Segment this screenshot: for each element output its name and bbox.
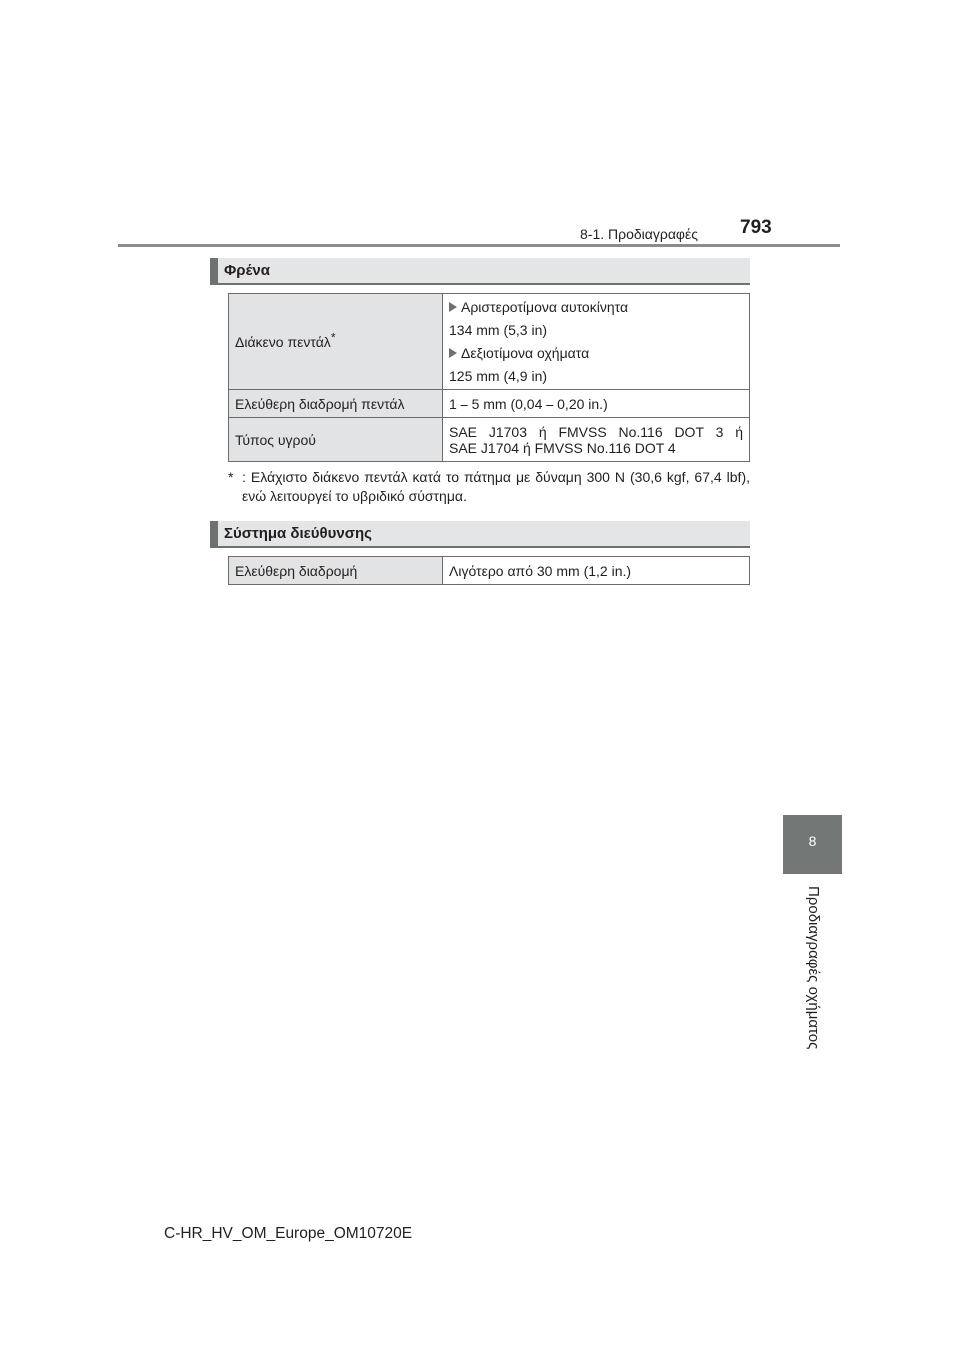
- rhd-value: 125 mm (4,9 in): [449, 368, 548, 384]
- table-row: [229, 418, 750, 462]
- brakes-heading-title: Φρένα: [224, 262, 270, 279]
- lhd-line: [449, 299, 743, 315]
- table-row: [229, 390, 750, 418]
- steering-spec-table: [228, 556, 750, 585]
- chapter-number: 8: [808, 833, 817, 849]
- heading-accent-bar: [210, 258, 218, 283]
- steering-heading-title: Σύστημα διεύθυνσης: [224, 525, 372, 542]
- fluid-type-line1: SAE J1703 ή FMVSS No.116 DOT 3 ή: [449, 423, 743, 440]
- pedal-clearance-label-cell: [229, 294, 443, 390]
- free-play-label: Ελεύθερη διαδρομή πεντάλ: [229, 390, 443, 418]
- brakes-spec-table: [228, 293, 750, 462]
- document-code: C-HR_HV_OM_Europe_OM10720E: [164, 1225, 413, 1242]
- heading-accent-bar: [210, 521, 218, 546]
- pedal-clearance-label: Διάκενο πεντάλ: [235, 333, 331, 350]
- table-row: [229, 557, 750, 585]
- fluid-type-line2: SAE J1704 ή FMVSS No.116 DOT 4: [449, 439, 676, 456]
- lhd-label: Αριστεροτίμονα αυτοκίνητα: [461, 299, 629, 315]
- page-number: 793: [740, 217, 772, 238]
- rhd-label: Δεξιοτίμονα οχήματα: [461, 345, 590, 361]
- footnote-marker: *: [330, 329, 336, 344]
- free-play-value: 1 ⎯ 5 mm (0,04 ⎯ 0,20 in.): [443, 390, 750, 418]
- pedal-clearance-value-cell: [443, 294, 750, 390]
- chapter-title-vertical: Προδιαγραφές οχήματος: [805, 886, 822, 1050]
- fluid-type-value-cell: [443, 418, 750, 462]
- steering-free-play-label: Ελεύθερη διαδρομή: [229, 557, 443, 585]
- lhd-value: 134 mm (5,3 in): [449, 322, 548, 338]
- steering-free-play-value: Λιγότερο από 30 mm (1,2 in.): [443, 557, 750, 585]
- footnote-text: : Ελάχιστο διάκενο πεντάλ κατά το πάτημα με δύναμη 300 N (30,6 kgf, 67,4 lbf), ενώ λειτουργεί το υβριδικό σύστημα.: [242, 469, 750, 504]
- table-row: [229, 294, 750, 390]
- section-title: 8-1. Προδιαγραφές: [580, 226, 698, 242]
- fluid-type-label: Τύπος υγρού: [229, 418, 443, 462]
- brakes-footnote: [228, 468, 750, 506]
- steering-section-heading: [210, 521, 750, 548]
- chapter-tab: [783, 815, 842, 874]
- brakes-section-heading: [210, 258, 750, 285]
- triangle-bullet-icon: [449, 302, 457, 312]
- triangle-bullet-icon: [449, 348, 457, 358]
- footnote-star: *: [228, 469, 234, 485]
- rhd-line: [449, 345, 743, 361]
- header-divider: [118, 244, 840, 247]
- page-header: [0, 0, 960, 250]
